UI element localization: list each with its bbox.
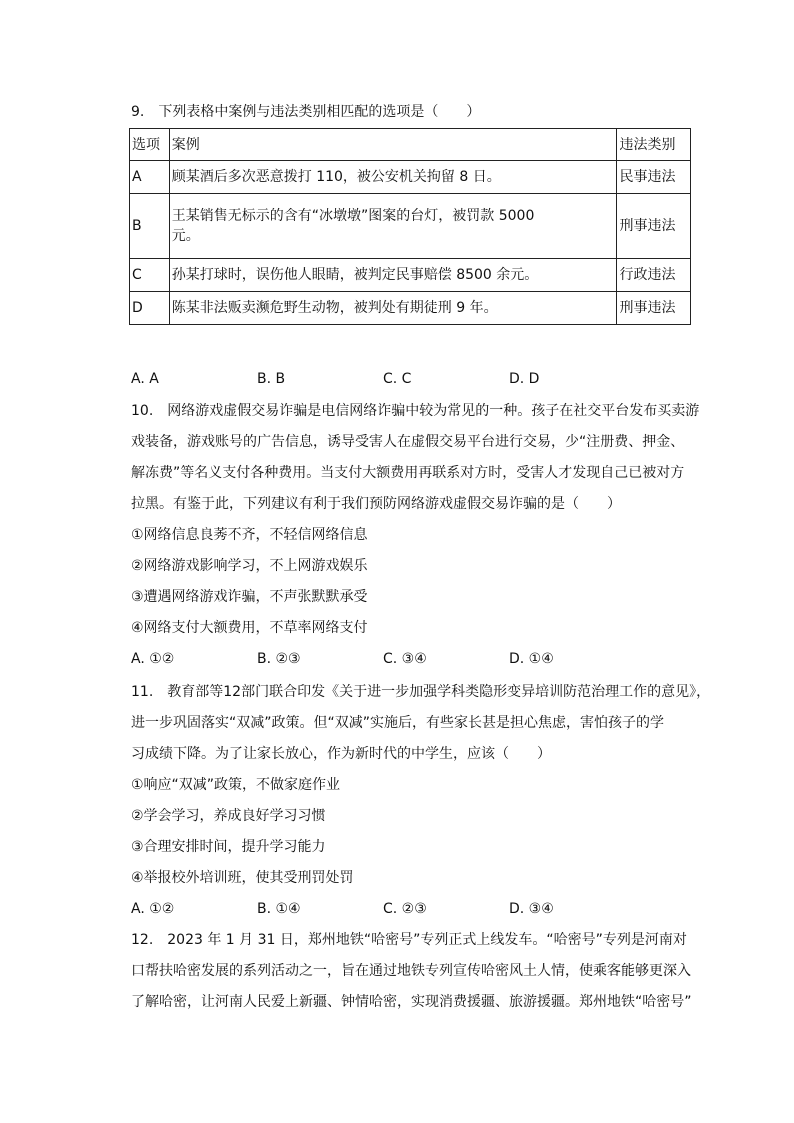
row-type: 刑事违法 [617, 194, 691, 259]
q12-stem-line: 口帮扶哈密发展的系列活动之一，旨在通过地铁专列宣传哈密风土人情，使乘客能够更深入 [131, 963, 691, 979]
answer-option: D. ①④ [509, 651, 554, 667]
q11-item: ③合理安排时间，提升学习能力 [131, 839, 326, 855]
row-case-line: 王某销售无标示的含有“冰墩墩”图案的台灯，被罚款 5000 [171, 208, 535, 224]
row-type: 民事违法 [617, 161, 691, 194]
q10-stem-line: 10. 网络游戏虚假交易诈骗是电信网络诈骗中较为常见的一种。孩子在社交平台发布买卖游 [131, 403, 700, 419]
row-option: A [130, 161, 170, 194]
q12-stem-line: 12. 2023 年 1 月 31 日，郑州地铁“哈密号”专列正式上线发车。“哈密号”专列是河南对 [131, 932, 687, 948]
answer-option: A. ①② [131, 901, 175, 917]
q9-stem: 9. 下列表格中案例与违法类别相匹配的选项是（ ） [131, 104, 481, 120]
table-row [130, 161, 691, 194]
q11-stem-line: 11. 教育部等12部门联合印发《关于进一步加强学科类隐形变异培训防范治理工作的意见》， [131, 684, 711, 700]
q11-item: ②学会学习，养成良好学习习惯 [131, 808, 326, 824]
row-type: 刑事违法 [617, 292, 691, 325]
answer-option: C. C [383, 371, 412, 387]
q11-stem-line: 进一步巩固落实“双减”政策。但“双减”实施后，有些家长甚是担心焦虑，害怕孩子的学 [131, 715, 665, 731]
table-row [130, 292, 691, 325]
row-case: 孙某打球时，误伤他人眼睛，被判定民事赔偿 8500 余元。 [169, 259, 617, 292]
table-header-type: 违法类别 [617, 129, 691, 161]
q11-options [131, 899, 635, 919]
answer-option: A. A [131, 371, 159, 387]
q11-item: ④举报校外培训班，使其受刑罚处罚 [131, 870, 354, 886]
q12-stem-line: 了解哈密，让河南人民爱上新疆、钟情哈密，实现消费援疆、旅游援疆。郑州地铁“哈密号” [131, 994, 692, 1010]
q10-stem-line: 解冻费”等名义支付各种费用。当支付大额费用再联系对方时，受害人才发现自己已被对方 [131, 465, 685, 481]
row-case: 陈某非法贩卖濒危野生动物，被判处有期徒刑 9 年。 [169, 292, 617, 325]
q11-item: ①响应“双减”政策，不做家庭作业 [131, 777, 341, 793]
q10-stem-line: 戏装备，游戏账号的广告信息，诱导受害人在虚假交易平台进行交易，少“注册费、押金、 [131, 434, 685, 450]
row-option: B [130, 194, 170, 259]
answer-option: C. ③④ [383, 651, 427, 667]
row-type: 行政违法 [617, 259, 691, 292]
q10-stem-line: 拉黑。有鉴于此，下列建议有利于我们预防网络游戏虚假交易诈骗的是（ ） [131, 496, 621, 512]
q10-item: ①网络信息良莠不齐，不轻信网络信息 [131, 527, 368, 543]
answer-option: D. ③④ [509, 901, 554, 917]
row-option: C [130, 259, 170, 292]
q9-options [131, 369, 635, 389]
row-case: 顾某酒后多次恶意拨打 110，被公安机关拘留 8 日。 [169, 161, 617, 194]
q10-options [131, 649, 635, 669]
answer-option: B. B [257, 371, 286, 387]
table-row [130, 259, 691, 292]
table-row [130, 194, 691, 259]
answer-option: D. D [509, 371, 540, 387]
q10-item: ③遭遇网络游戏诈骗，不声张默默承受 [131, 589, 368, 605]
answer-option: C. ②③ [383, 901, 427, 917]
table-header-row [130, 129, 691, 161]
q10-item: ④网络支付大额费用，不草率网络支付 [131, 620, 368, 636]
q9-case-table [129, 128, 691, 325]
row-case [169, 194, 617, 259]
q10-item: ②网络游戏影响学习，不上网游戏娱乐 [131, 558, 368, 574]
table-header-option: 选项 [130, 129, 170, 161]
row-case-line: 元。 [171, 228, 200, 244]
answer-option: A. ①② [131, 651, 175, 667]
q11-stem-line: 习成绩下降。为了让家长放心，作为新时代的中学生，应该（ ） [131, 746, 551, 762]
answer-option: B. ①④ [257, 901, 301, 917]
answer-option: B. ②③ [257, 651, 301, 667]
row-option: D [130, 292, 170, 325]
table-header-case: 案例 [169, 129, 617, 161]
